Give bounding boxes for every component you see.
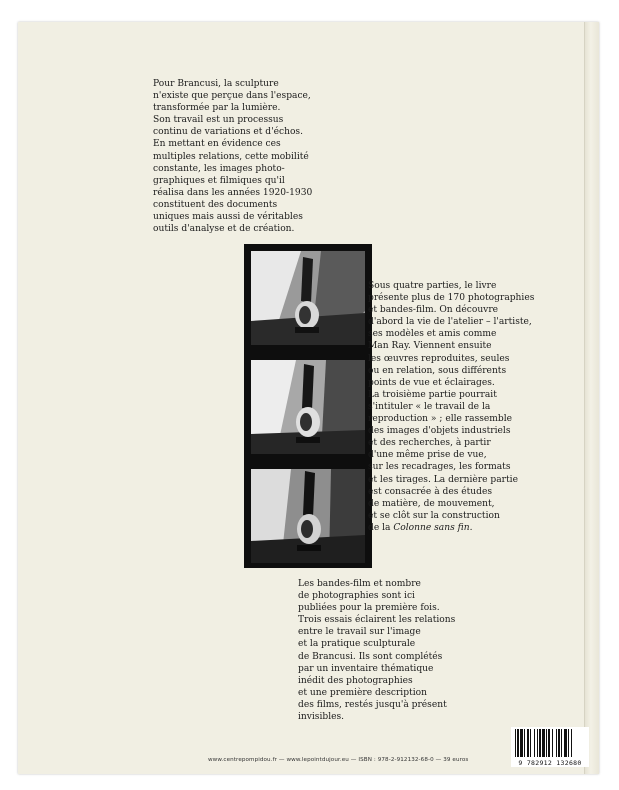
barcode-number: 9 782912 132680 bbox=[518, 759, 582, 767]
book-spine bbox=[584, 22, 599, 774]
closing-line: entre le travail sur l'image bbox=[298, 627, 421, 638]
middle-line: d'une même prise de vue, bbox=[368, 450, 487, 461]
middle-line: et bandes-film. On découvre bbox=[368, 305, 499, 316]
intro-line: constituent des documents bbox=[153, 199, 278, 210]
sculpture-photo-image bbox=[251, 360, 365, 454]
sculpture-photo-image bbox=[251, 469, 365, 563]
intro-line: En mettant en évidence ces bbox=[153, 139, 281, 150]
middle-last-line bbox=[368, 522, 568, 534]
middle-line: et se clôt sur la construction bbox=[368, 510, 500, 521]
closing-line: et une première description bbox=[298, 687, 427, 698]
intro-line: transformée par la lumière. bbox=[153, 103, 281, 114]
isbn-barcode bbox=[511, 727, 589, 767]
middle-paragraph bbox=[368, 280, 568, 534]
closing-line: des films, restés jusqu'à présent bbox=[298, 699, 447, 710]
film-frame bbox=[251, 360, 365, 454]
intro-line: outils d'analyse et de création. bbox=[153, 224, 295, 235]
middle-line: Man Ray. Viennent ensuite bbox=[368, 341, 492, 352]
publisher-footer: www.centrepompidou.fr — www.lepointdujour.eu — ISBN : 978-2-912132-68-0 — 39 euros bbox=[208, 757, 469, 763]
closing-line: et la pratique sculpturale bbox=[298, 639, 416, 650]
middle-last-prefix: de la bbox=[368, 522, 394, 533]
closing-line: de Brancusi. Ils sont complétés bbox=[298, 651, 443, 662]
middle-line: reproduction » ; elle rassemble bbox=[368, 414, 513, 425]
middle-line: s'intituler « le travail de la bbox=[368, 401, 491, 412]
closing-line: Trois essais éclairent les relations bbox=[298, 615, 456, 626]
middle-line: et les tirages. La dernière partie bbox=[368, 474, 518, 485]
closing-line: inédit des photographies bbox=[298, 675, 413, 686]
intro-line: graphiques et filmiques qu'il bbox=[153, 175, 285, 186]
middle-line: d'abord la vie de l'atelier – l'artiste, bbox=[368, 317, 532, 328]
middle-line: Sous quatre parties, le livre bbox=[368, 281, 497, 291]
closing-line: de photographies sont ici bbox=[298, 591, 415, 602]
filmstrip bbox=[244, 244, 372, 568]
closing-paragraph bbox=[298, 578, 498, 723]
intro-line: continu de variations et d'échos. bbox=[153, 127, 303, 138]
intro-line: Son travail est un processus bbox=[153, 115, 284, 126]
middle-line: sur les recadrages, les formats bbox=[368, 462, 511, 473]
book-title-italic: Colonne sans fin bbox=[393, 522, 470, 533]
middle-line: et des recherches, à partir bbox=[368, 438, 491, 449]
intro-line: multiples relations, cette mobilité bbox=[153, 151, 309, 162]
middle-line: présente plus de 170 photographies bbox=[368, 293, 535, 304]
middle-line: est consacrée à des études bbox=[368, 486, 493, 497]
book-back-cover bbox=[18, 22, 599, 774]
middle-line: La troisième partie pourrait bbox=[368, 389, 497, 400]
middle-last-suffix: . bbox=[469, 522, 473, 533]
middle-line: des images d'objets industriels bbox=[368, 426, 511, 437]
middle-line: ses modèles et amis comme bbox=[368, 329, 497, 340]
intro-paragraph bbox=[153, 78, 353, 235]
middle-line: points de vue et éclairages. bbox=[368, 377, 495, 388]
intro-line: uniques mais aussi de véritables bbox=[153, 212, 303, 223]
intro-line: Pour Brancusi, la sculpture bbox=[153, 79, 279, 89]
intro-line: n'existe que perçue dans l'espace, bbox=[153, 91, 311, 102]
closing-line: par un inventaire thématique bbox=[298, 663, 434, 674]
closing-line: publiées pour la première fois. bbox=[298, 603, 440, 614]
closing-line: Les bandes-film et nombre bbox=[298, 579, 421, 589]
intro-line: constante, les images photo- bbox=[153, 163, 285, 174]
middle-line: les œuvres reproduites, seules bbox=[368, 353, 510, 364]
film-frame bbox=[251, 469, 365, 563]
film-frame bbox=[251, 251, 365, 345]
intro-line: réalisa dans les années 1920-1930 bbox=[153, 187, 313, 198]
closing-line: invisibles. bbox=[298, 712, 345, 723]
middle-line: ou en relation, sous différents bbox=[368, 365, 507, 376]
barcode-bars-icon bbox=[511, 727, 589, 759]
sculpture-photo-image bbox=[251, 251, 365, 345]
middle-line: de matière, de mouvement, bbox=[368, 498, 495, 509]
